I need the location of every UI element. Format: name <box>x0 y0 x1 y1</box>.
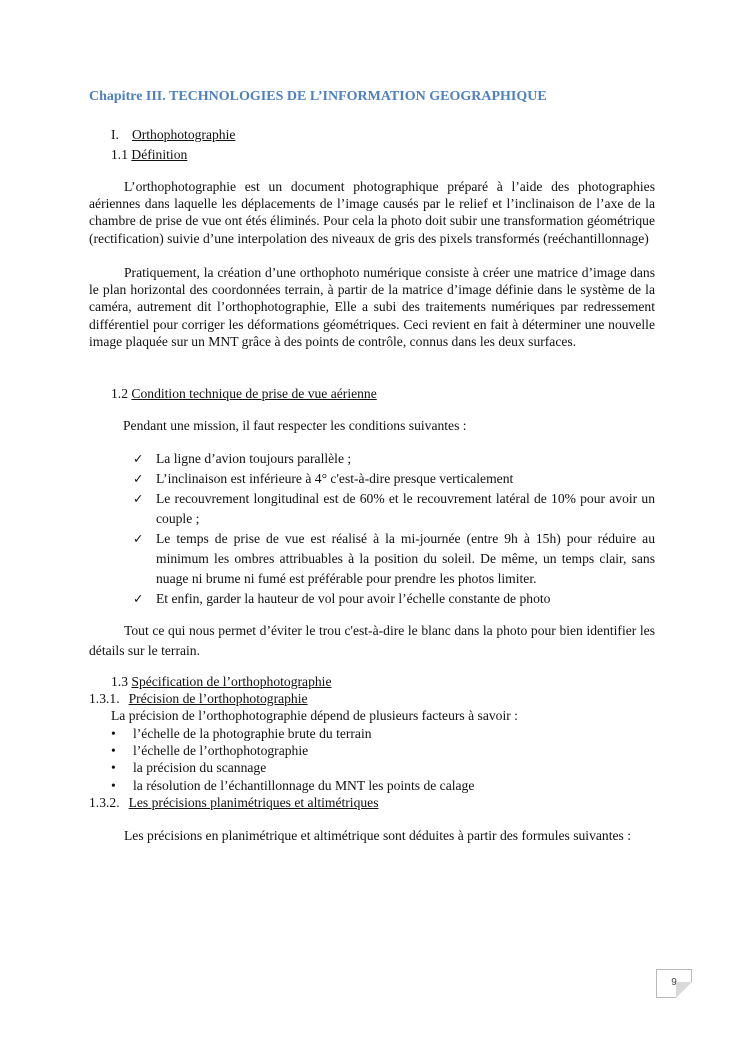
section-title: Orthophotographie <box>131 127 236 142</box>
check-icon: ✓ <box>133 471 144 486</box>
section-number: I. <box>111 127 119 142</box>
subsection-number: 1.3 <box>111 674 128 689</box>
avoid-paragraph: Tout ce qui nous permet d’éviter le trou c'est-à-dire le blanc dans la photo pour bien identifier les détails sur le terrain. <box>89 623 655 658</box>
check-icon: ✓ <box>133 451 144 466</box>
list-item-text: La ligne d’avion toujours parallèle ; <box>156 451 352 466</box>
subsection-title: Spécification de l’orthophotographie <box>131 674 332 689</box>
check-icon: ✓ <box>133 491 144 506</box>
list-item <box>111 725 474 742</box>
definition-paragraph: L’orthophotographie est un document photographique préparé à l’aide des photographies aériennes dans laquelle les déplacements de l’image causés par le relief et l’inclinaison de l’axe de la chambre de prise de vue ont étés éliminés. Pour cela la photo doit subir une transformation géométrique (rectification) suivie d’une interpolation des niveaux de gris des pixels transformés (reéchantillonnage) <box>89 179 655 246</box>
page-number: 9 <box>671 977 677 988</box>
list-item <box>111 777 474 794</box>
list-item-text: l’échelle de l’orthophotographie <box>133 743 309 759</box>
chapter-title: Chapitre III. TECHNOLOGIES DE L’INFORMATION GEOGRAPHIQUE <box>89 89 547 104</box>
subsubsection-number: 1.3.2. <box>89 795 120 810</box>
subsubsection-number: 1.3.1. <box>89 691 120 706</box>
list-item-text: la précision du scannage <box>133 760 267 776</box>
list-item-text: Le temps de prise de vue est réalisé à la mi-journée (entre 9h à 15h) pour réduire au minimum les ombres attribuables à la position du soleil. De même, un temps clair, sans nuage ni brume ni fumé est préférable pour prendre les photos limiter. <box>156 531 655 586</box>
bullet-icon: • <box>111 743 116 759</box>
list-item <box>133 589 655 609</box>
precision-intro: La précision de l’orthophotographie dépend de plusieurs facteurs à savoir : <box>111 708 518 723</box>
list-item <box>111 759 474 776</box>
practical-paragraph: Pratiquement, la création d’une orthophoto numérique consiste à créer une matrice d’image dans le plan horizontal des coordonnées terrain, à partir de la matrice d’image définie dans le système de la caméra, autrement dit l’orthophotographie, Elle a subi des traitements numériques par redressement différentiel pour corriger les déformations géométriques. Ceci revient en fait à déterminer une nouvelle image plaquée sur un MNT grâce à des points de contrôle, connus dans les deux surfaces. <box>89 265 655 349</box>
conditions-list <box>133 449 655 609</box>
subsection-title: Condition technique de prise de vue aérienne <box>131 386 377 401</box>
subsubsection-title: Précision de l’orthophotographie <box>128 691 308 706</box>
bullet-icon: • <box>111 726 116 741</box>
check-icon: ✓ <box>133 531 144 546</box>
bullet-icon: • <box>111 760 116 776</box>
list-item <box>133 449 655 469</box>
list-item-text: Et enfin, garder la hauteur de vol pour avoir l’échelle constante de photo <box>156 591 551 606</box>
formulas-paragraph: Les précisions en planimétrique et altimétrique sont déduites à partir des formules suivantes : <box>124 828 631 843</box>
subsubsection-heading-planimetric <box>89 794 379 811</box>
bullet-icon: • <box>111 777 116 793</box>
list-item-text: L’inclinaison est inférieure à 4° c'est-à-dire presque verticalement <box>156 471 514 486</box>
subsection-title: Définition <box>131 147 188 162</box>
subsection-heading-conditions <box>111 385 377 402</box>
section-heading-orthophotographie <box>111 126 235 143</box>
list-item <box>133 529 655 589</box>
subsection-number: 1.2 <box>111 386 128 401</box>
subsubsection-heading-precision <box>89 690 308 707</box>
check-icon: ✓ <box>133 591 144 606</box>
subsubsection-title: Les précisions planimétriques et altimétriques <box>128 795 379 810</box>
list-item-text: la résolution de l’échantillonnage du MNT les points de calage <box>133 777 475 793</box>
page-fold-icon <box>676 982 692 998</box>
subsection-heading-specification <box>111 673 331 690</box>
list-item-text: Le recouvrement longitudinal est de 60% et le recouvrement latéral de 10% pour avoir un couple ; <box>156 491 655 526</box>
page-number-box <box>656 969 692 998</box>
subsection-heading-definition <box>111 146 187 163</box>
list-item <box>133 469 655 489</box>
list-item <box>133 489 655 529</box>
list-item <box>111 742 474 759</box>
list-item-text: l’échelle de la photographie brute du terrain <box>133 726 372 741</box>
subsection-number: 1.1 <box>111 147 128 162</box>
factors-list <box>111 725 474 794</box>
mission-intro: Pendant une mission, il faut respecter les conditions suivantes : <box>123 418 467 433</box>
